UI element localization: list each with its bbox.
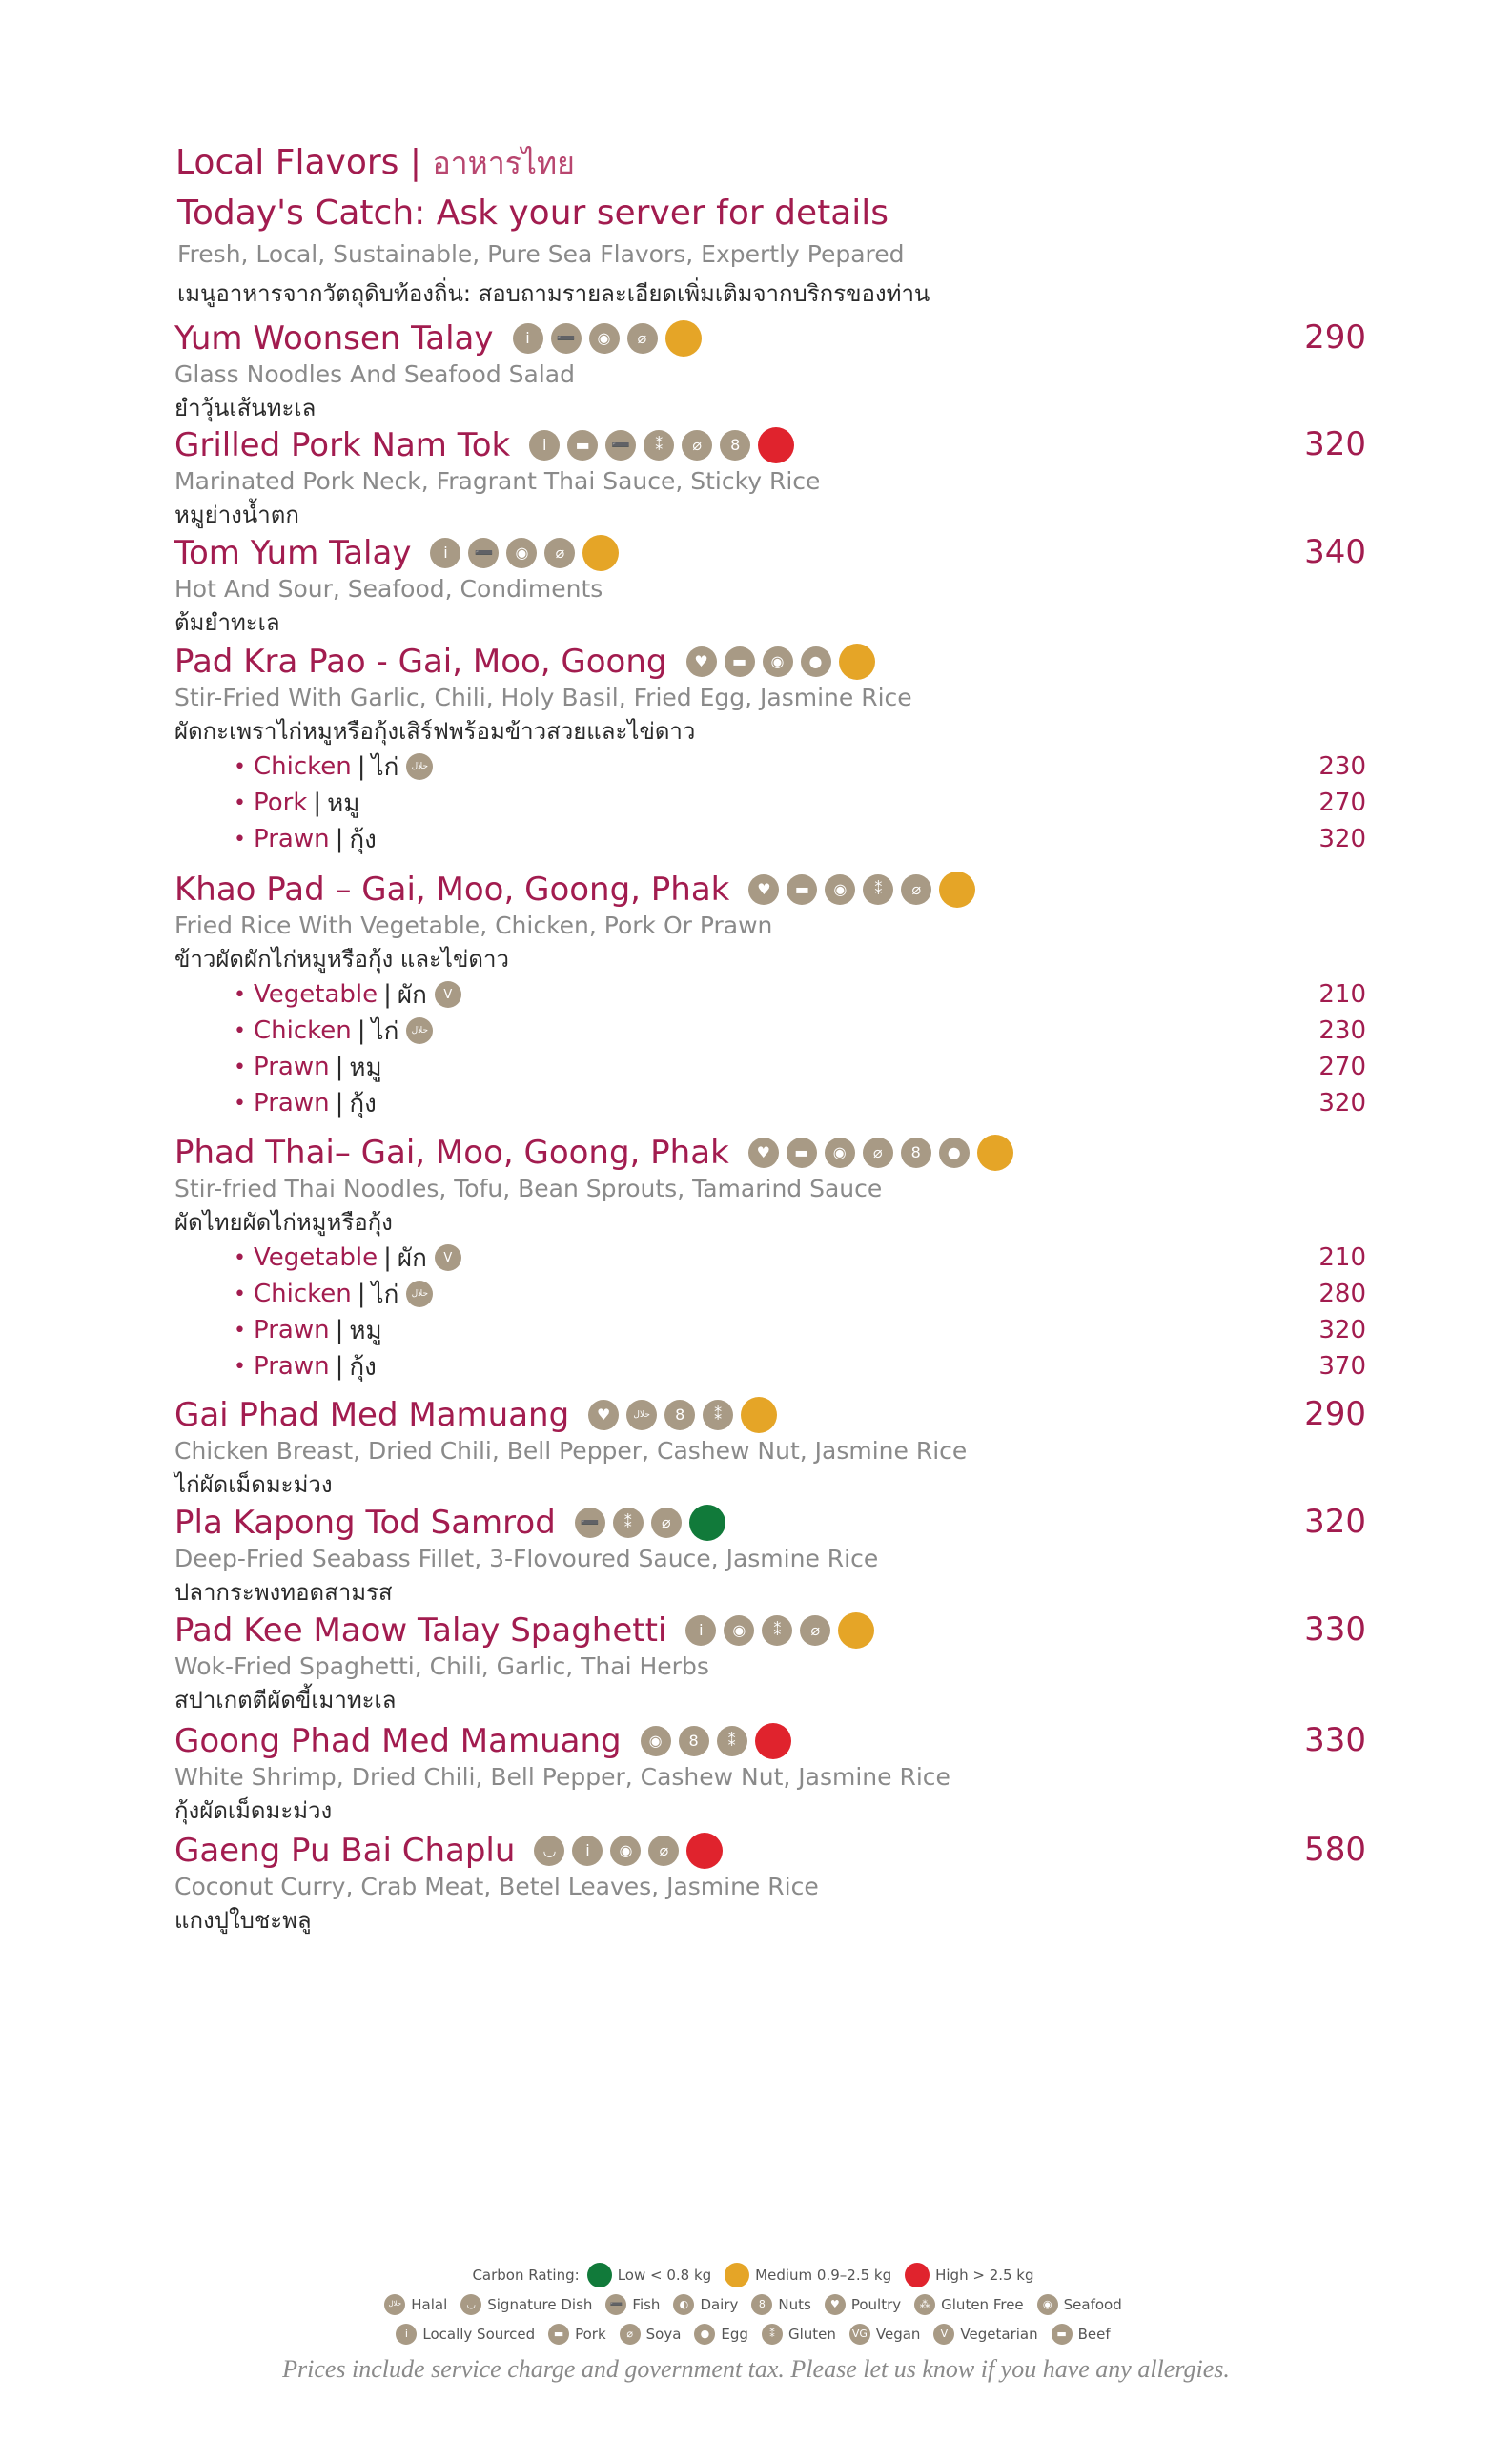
legend-label: Vegetarian [960, 2325, 1038, 2343]
dish-name: Khao Pad – Gai, Moo, Goong, Phak [174, 871, 730, 909]
dietary-icons [588, 1397, 777, 1433]
dish-variant [234, 749, 1366, 785]
dish-name: Goong Phad Med Mamuang [174, 1722, 622, 1760]
legend-icon-row-2 [0, 2319, 1512, 2349]
legend-label: Nuts [778, 2295, 811, 2313]
bullet: • [234, 1354, 246, 1379]
variant-price: 230 [1318, 752, 1366, 781]
dish-description: Hot And Sour, Seafood, Condiments [174, 575, 603, 603]
legend-item [825, 2294, 901, 2315]
locally-sourced-icon: i [396, 2324, 417, 2345]
bullet: • [234, 754, 246, 779]
variant-name: Chicken [253, 1280, 352, 1308]
legend-label: Seafood [1063, 2295, 1122, 2313]
nuts-icon: 8 [751, 2294, 772, 2315]
carbon-rating-dot [686, 1833, 723, 1869]
nuts-icon: 8 [679, 1726, 709, 1756]
variant-price: 320 [1318, 825, 1366, 853]
dish-description: Stir-Fried With Garlic, Chili, Holy Basil, Fried Egg, Jasmine Rice [174, 684, 912, 711]
pork-icon: ▬ [787, 874, 817, 905]
dish-name: Pla Kapong Tod Samrod [174, 1504, 556, 1542]
menu-item [174, 1503, 1366, 1610]
variant-separator: | [383, 980, 392, 1009]
variant-price: 270 [1318, 1053, 1366, 1081]
variant-name: Chicken [253, 1016, 352, 1045]
poultry-icon: ♥ [748, 874, 779, 905]
carbon-rating-dot [689, 1505, 725, 1541]
variant-name: Vegetable [253, 1243, 378, 1272]
gluten-free-icon: ⁂ [914, 2294, 935, 2315]
halal-icon: حلال [384, 2294, 405, 2315]
locally-sourced-icon: i [685, 1615, 716, 1646]
fish-icon: ➖ [551, 323, 582, 354]
dish-description: Deep-Fried Seabass Fillet, 3-Flovoured Sauce, Jasmine Rice [174, 1545, 879, 1572]
variant-separator: | [335, 1053, 344, 1081]
nuts-icon: 8 [720, 430, 750, 461]
dish-variant [234, 785, 1366, 821]
fish-icon: ➖ [575, 1508, 605, 1538]
dish-description: Coconut Curry, Crab Meat, Betel Leaves, Jasmine Rice [174, 1873, 819, 1900]
dish-variant [234, 976, 1366, 1013]
halal-icon: حلال [406, 753, 433, 780]
dish-name: Gai Phad Med Mamuang [174, 1396, 570, 1434]
carbon-rating-dot [665, 320, 702, 357]
legend-item [384, 2294, 447, 2315]
variant-price: 280 [1318, 1280, 1366, 1308]
variant-name: Prawn [253, 1089, 330, 1118]
dish-description: White Shrimp, Dried Chili, Bell Pepper, Cashew Nut, Jasmine Rice [174, 1763, 950, 1791]
dairy-icon: ◐ [673, 2294, 694, 2315]
dish-name-thai: สปาเกตตีผัดขี้เมาทะเล [174, 1687, 397, 1713]
legend-label: Soya [645, 2325, 682, 2343]
locally-sourced-icon: i [572, 1836, 603, 1866]
legend-item [751, 2294, 810, 2315]
legend-label: Signature Dish [487, 2295, 593, 2313]
egg-icon: ● [939, 1138, 970, 1168]
pork-icon: ▬ [725, 646, 755, 677]
legend-item [1052, 2324, 1111, 2345]
nuts-icon: 8 [901, 1138, 931, 1168]
seafood-icon: ◉ [589, 323, 620, 354]
dietary-icons [748, 1135, 1013, 1171]
bullet: • [234, 790, 246, 815]
variant-name: Chicken [253, 752, 352, 781]
variant-price: 320 [1318, 1316, 1366, 1344]
fish-icon: ➖ [605, 430, 636, 461]
menu-item [174, 425, 1366, 532]
variant-name: Pork [253, 789, 308, 817]
carbon-rating-dot [755, 1723, 791, 1759]
soya-icon: ⌀ [627, 323, 658, 354]
dish-price: 290 [1304, 318, 1366, 357]
variant-price: 210 [1318, 980, 1366, 1009]
section-title-thai: อาหารไทย [432, 145, 575, 181]
poultry-icon: ♥ [825, 2294, 846, 2315]
dish-name: Grilled Pork Nam Tok [174, 426, 511, 464]
variant-name-thai: ไก่ [371, 752, 399, 782]
variant-name-thai: ไก่ [371, 1016, 399, 1046]
variant-separator: | [335, 1316, 344, 1344]
vegetarian-icon: V [435, 1244, 461, 1271]
soya-icon: ⌀ [800, 1615, 830, 1646]
dish-price: 580 [1304, 1831, 1366, 1869]
dish-variant [234, 1085, 1366, 1121]
legend-label: Beef [1077, 2325, 1111, 2343]
bullet: • [234, 982, 246, 1007]
variant-name-thai: ไก่ [371, 1280, 399, 1309]
variant-separator: | [357, 1016, 366, 1045]
dish-description: Glass Noodles And Seafood Salad [174, 360, 575, 388]
dietary-icons [513, 320, 702, 357]
dish-price: 290 [1304, 1395, 1366, 1433]
bullet: • [234, 1018, 246, 1043]
title-separator: | [409, 143, 421, 182]
legend-label: Fish [632, 2295, 661, 2313]
variant-separator: | [335, 825, 344, 853]
dietary-icons [685, 1612, 874, 1649]
menu-item [174, 1610, 1366, 1717]
carbon-rating-dot [758, 427, 794, 463]
dish-price: 330 [1304, 1721, 1366, 1759]
carbon-rating-dot [741, 1397, 777, 1433]
legend-icon-row-1 [0, 2289, 1512, 2319]
dish-price: 340 [1304, 533, 1366, 571]
menu-item [174, 870, 1366, 1121]
vegetarian-icon: V [435, 981, 461, 1008]
dietary-icons [534, 1833, 723, 1869]
legend-label: Vegan [875, 2325, 921, 2343]
menu-item [174, 1395, 1366, 1502]
poultry-icon: ♥ [686, 646, 717, 677]
seafood-icon: ◉ [825, 1138, 855, 1168]
menu-item [174, 318, 1366, 425]
dietary-icons [529, 427, 794, 463]
variant-separator: | [335, 1352, 344, 1381]
variant-name-thai: หมู [349, 1053, 382, 1082]
seafood-icon: ◉ [1037, 2294, 1058, 2315]
variant-price: 270 [1318, 789, 1366, 817]
gluten-icon: ⁑ [762, 1615, 792, 1646]
legend-item [914, 2294, 1024, 2315]
locally-sourced-icon: i [513, 323, 543, 354]
bullet: • [234, 1245, 246, 1270]
seafood-icon: ◉ [825, 874, 855, 905]
variant-separator: | [383, 1243, 392, 1272]
poultry-icon: ♥ [748, 1138, 779, 1168]
legend-label: Pork [575, 2325, 606, 2343]
dish-variant [234, 1013, 1366, 1049]
todays-catch-subtitle: Fresh, Local, Sustainable, Pure Sea Flavors, Expertly Pepared [177, 240, 905, 268]
locally-sourced-icon: i [529, 430, 560, 461]
variant-separator: | [357, 752, 366, 781]
variant-name-thai: ผัก [397, 980, 427, 1010]
menu-item [174, 1721, 1366, 1828]
soya-icon: ⌀ [651, 1508, 682, 1538]
locally-sourced-icon: i [430, 538, 460, 568]
seafood-icon: ◉ [763, 646, 793, 677]
carbon-rating-dot [977, 1135, 1013, 1171]
menu-item [174, 642, 1366, 857]
variant-separator: | [357, 1280, 366, 1308]
variant-name-thai: ผัก [397, 1243, 427, 1273]
pork-icon: ▬ [567, 430, 598, 461]
dish-name: Pad Kra Pao - Gai, Moo, Goong [174, 643, 667, 681]
pork-icon: ▬ [787, 1138, 817, 1168]
dish-name-thai: ผัดไทยผัดไก่หมูหรือกุ้ง [174, 1209, 393, 1236]
legend-item [396, 2324, 535, 2345]
seafood-icon: ◉ [506, 538, 537, 568]
gluten-icon: ⁑ [703, 1400, 733, 1430]
dish-variant [234, 1276, 1366, 1312]
legend-item [548, 2324, 606, 2345]
carbon-high-dot [905, 2263, 930, 2287]
soya-icon: ⌀ [620, 2324, 641, 2345]
legend-label: Gluten Free [941, 2295, 1024, 2313]
dish-name-thai: หมูย่างน้ำตก [174, 502, 299, 528]
variant-name: Prawn [253, 1316, 330, 1344]
dish-name-thai: ต้มยำทะเล [174, 609, 280, 636]
gluten-icon: ⁑ [762, 2324, 783, 2345]
dish-description: Wok-Fried Spaghetti, Chili, Garlic, Thai Herbs [174, 1652, 709, 1680]
beef-icon: ▬ [1052, 2324, 1073, 2345]
menu-item [174, 533, 1366, 640]
poultry-icon: ♥ [588, 1400, 619, 1430]
dish-variant [234, 1348, 1366, 1385]
dish-name-thai: ข้าวผัดผักไก่หมูหรือกุ้ง และไข่ดาว [174, 946, 509, 973]
soya-icon: ⌀ [901, 874, 931, 905]
signature-icon: ◡ [534, 1836, 564, 1866]
legend [0, 2260, 1512, 2349]
gluten-icon: ⁑ [644, 430, 674, 461]
dietary-icons [641, 1723, 791, 1759]
fish-icon: ➖ [468, 538, 499, 568]
soya-icon: ⌀ [863, 1138, 893, 1168]
dish-name-thai: ผัดกะเพราไก่หมูหรือกุ้งเสิร์ฟพร้อมข้าวสวยและไข่ดาว [174, 718, 696, 745]
soya-icon: ⌀ [682, 430, 712, 461]
variant-separator: | [313, 789, 322, 817]
vegetarian-icon: V [933, 2324, 954, 2345]
signature-icon: ◡ [460, 2294, 481, 2315]
legend-carbon-row [0, 2260, 1512, 2289]
section-title: Local Flavors [175, 143, 399, 182]
carbon-high-label: High > 2.5 kg [935, 2266, 1034, 2284]
gluten-icon: ⁑ [613, 1508, 644, 1538]
todays-catch-title: Today's Catch: Ask your server for details [177, 194, 889, 233]
carbon-rating-dot [939, 872, 975, 908]
dish-name: Yum Woonsen Talay [174, 319, 494, 358]
bullet: • [234, 1282, 246, 1306]
bullet: • [234, 1055, 246, 1079]
todays-catch-thai: เมนูอาหารจากวัตถุดิบท้องถิ่น: สอบถามรายละเอียดเพิ่มเติมจากบริกรของท่าน [177, 280, 930, 307]
legend-label: Dairy [700, 2295, 739, 2313]
nuts-icon: 8 [664, 1400, 695, 1430]
variant-price: 370 [1318, 1352, 1366, 1381]
dish-price: 330 [1304, 1610, 1366, 1649]
carbon-medium-dot [725, 2263, 749, 2287]
soya-icon: ⌀ [648, 1836, 679, 1866]
dish-name: Phad Thai– Gai, Moo, Goong, Phak [174, 1134, 729, 1172]
legend-label: Gluten [787, 2325, 836, 2343]
dish-variant [234, 1240, 1366, 1276]
gluten-icon: ⁑ [863, 874, 893, 905]
dish-variant [234, 1049, 1366, 1085]
dish-name-thai: แกงปูใบชะพลู [174, 1907, 312, 1934]
dish-price: 320 [1304, 425, 1366, 463]
variant-price: 320 [1318, 1089, 1366, 1118]
fish-icon: ➖ [605, 2294, 626, 2315]
bullet: • [234, 1091, 246, 1116]
halal-icon: حلال [406, 1281, 433, 1307]
section-heading [175, 139, 575, 188]
legend-item [933, 2324, 1037, 2345]
variant-price: 230 [1318, 1016, 1366, 1045]
pork-icon: ▬ [548, 2324, 569, 2345]
variant-name-thai: กุ้ง [349, 825, 377, 854]
dish-name-thai: กุ้งผัดเม็ดมะม่วง [174, 1797, 333, 1824]
legend-item [620, 2324, 682, 2345]
dietary-icons [575, 1505, 725, 1541]
dish-price: 320 [1304, 1503, 1366, 1541]
carbon-low-label: Low < 0.8 kg [617, 2266, 712, 2284]
seafood-icon: ◉ [724, 1615, 754, 1646]
variant-name-thai: หมู [349, 1316, 382, 1345]
dish-description: Stir-fried Thai Noodles, Tofu, Bean Sprouts, Tamarind Sauce [174, 1175, 883, 1202]
soya-icon: ⌀ [544, 538, 575, 568]
carbon-low-dot [587, 2263, 612, 2287]
variant-name: Vegetable [253, 980, 378, 1009]
variant-name: Prawn [253, 825, 330, 853]
legend-label: Poultry [850, 2295, 902, 2313]
dish-description: Marinated Pork Neck, Fragrant Thai Sauce, Sticky Rice [174, 467, 821, 495]
legend-label: Locally Sourced [422, 2325, 536, 2343]
legend-item [1037, 2294, 1122, 2315]
bullet: • [234, 827, 246, 851]
variant-name: Prawn [253, 1053, 330, 1081]
dish-name: Tom Yum Talay [174, 534, 412, 572]
carbon-rating-dot [838, 1612, 874, 1649]
dish-name-thai: ไก่ผัดเม็ดมะม่วง [174, 1471, 333, 1498]
variant-price: 210 [1318, 1243, 1366, 1272]
dish-name-thai: ยำวุ้นเส้นทะเล [174, 395, 317, 421]
legend-item [849, 2324, 921, 2345]
carbon-rating-label: Carbon Rating: [472, 2266, 580, 2284]
legend-item [694, 2324, 748, 2345]
legend-item [762, 2324, 836, 2345]
legend-item [673, 2294, 738, 2315]
dish-name: Gaeng Pu Bai Chaplu [174, 1832, 516, 1870]
legend-item [605, 2294, 660, 2315]
variant-name: Prawn [253, 1352, 330, 1381]
egg-icon: ● [694, 2324, 715, 2345]
vegan-icon: VG [849, 2324, 870, 2345]
gluten-icon: ⁑ [717, 1726, 747, 1756]
menu-item [174, 1831, 1366, 1938]
variant-name-thai: กุ้ง [349, 1089, 377, 1118]
carbon-rating-dot [582, 535, 619, 571]
carbon-rating-dot [839, 644, 875, 680]
seafood-icon: ◉ [641, 1726, 671, 1756]
dish-variant [234, 1312, 1366, 1348]
dish-description: Chicken Breast, Dried Chili, Bell Pepper, Cashew Nut, Jasmine Rice [174, 1437, 968, 1465]
variant-separator: | [335, 1089, 344, 1118]
legend-item [460, 2294, 592, 2315]
footer-note: Prices include service charge and government tax. Please let us know if you have any allergies. [282, 2355, 1230, 2383]
carbon-medium-label: Medium 0.9–2.5 kg [755, 2266, 892, 2284]
dietary-icons [430, 535, 619, 571]
dish-name-thai: ปลากระพงทอดสามรส [174, 1579, 393, 1606]
dish-description: Fried Rice With Vegetable, Chicken, Pork Or Prawn [174, 912, 773, 939]
variant-name-thai: กุ้ง [349, 1352, 377, 1382]
variant-name-thai: หมู [327, 789, 360, 818]
legend-label: Halal [411, 2295, 448, 2313]
egg-icon: ● [801, 646, 831, 677]
dish-variant [234, 821, 1366, 857]
dietary-icons [686, 644, 875, 680]
seafood-icon: ◉ [610, 1836, 641, 1866]
legend-label: Egg [721, 2325, 748, 2343]
menu-item [174, 1133, 1366, 1385]
dietary-icons [748, 872, 975, 908]
bullet: • [234, 1318, 246, 1343]
halal-icon: حلال [406, 1017, 433, 1044]
halal-icon: حلال [626, 1400, 657, 1430]
dish-name: Pad Kee Maow Talay Spaghetti [174, 1611, 667, 1650]
